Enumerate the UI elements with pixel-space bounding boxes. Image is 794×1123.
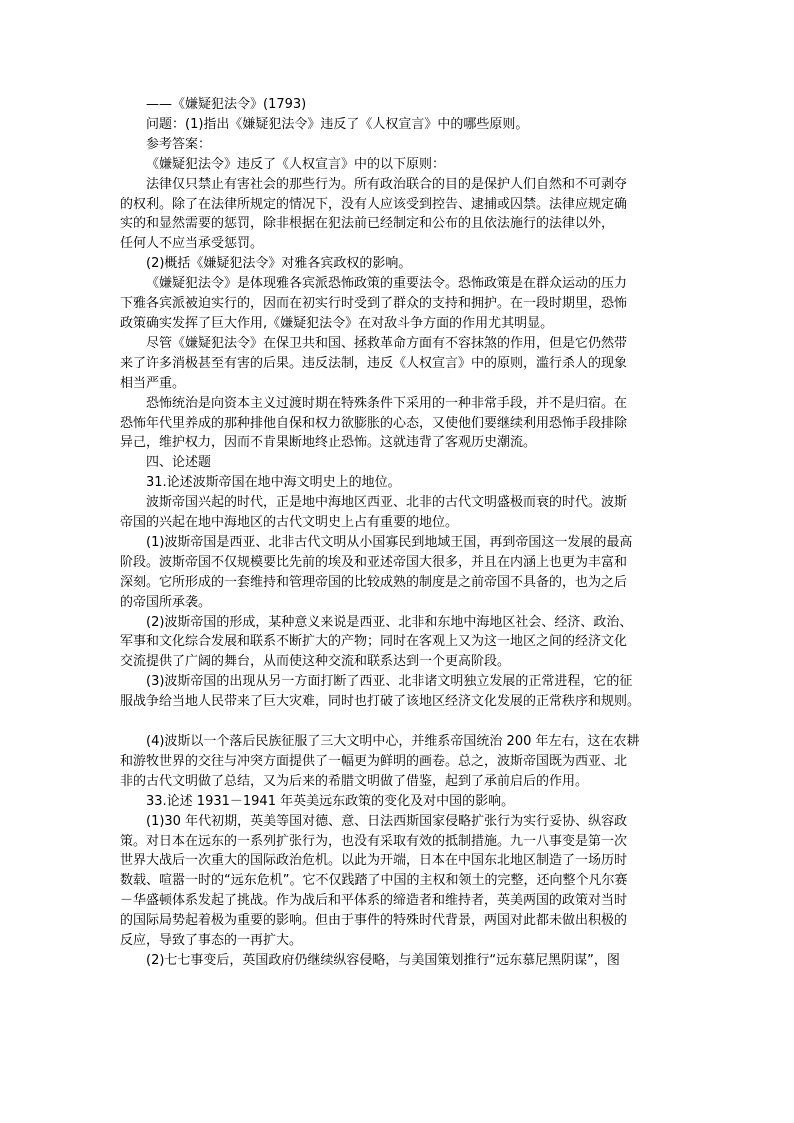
document-page [120, 95, 676, 971]
text-line: 法律仅只禁止有害社会的那些行为。所有政治联合的目的是保护人们自然和不可剥夺 [146, 176, 628, 192]
text-line: 相当严重。 [120, 375, 186, 391]
text-line: 和游牧世界的交往与冲突方面提供了一幅更为鲜明的画卷。总之，波斯帝国既为西亚、北 [120, 753, 628, 769]
text-line: (2)概括《嫌疑犯法令》对雅各宾政权的影响。 [146, 256, 412, 272]
text-line: (2)七七事变后，英国政府仍继续纵容侵略，与美国策划推行“远东慕尼黑阴谋”，图 [146, 952, 620, 968]
text-line: (2)波斯帝国的形成，某种意义来说是西亚、北非和东地中海地区社会、经济、政治、 [146, 614, 633, 630]
text-line: 33.论述 1931－1941 年英美远东政策的变化及对中国的影响。 [146, 793, 515, 809]
text-line: 深刻。它所形成的一套维持和管理帝国的比较成熟的制度是之前帝国不具备的，也为之后 [120, 574, 628, 590]
text-line: 31.论述波斯帝国在地中海文明史上的地位。 [146, 475, 401, 491]
text-line: 非的古代文明做了总结，又为后来的希腊文明做了借鉴，起到了承前启后的作用。 [120, 773, 589, 789]
text-line: 任何人不应当承受惩罚。 [120, 236, 264, 252]
text-line: 策。对日本在远东的一系列扩张行为，也没有采取有效的抵制措施。九一八事变是第一次 [120, 833, 628, 849]
text-line: 阶段。波斯帝国不仅规模要比先前的埃及和亚述帝国大很多，并且在内涵上也更为丰富和 [120, 554, 628, 570]
text-line: 的国际局势起着极为重要的影响。但由于事件的特殊时代背景，两国对此都未做出积极的 [120, 913, 628, 929]
text-line: 恐怖统治是向资本主义过渡时期在特殊条件下采用的一种非常手段，并不是归宿。在 [146, 395, 628, 411]
text-line: ——《嫌疑犯法令》(1793) [146, 97, 307, 112]
blank-line [120, 712, 676, 732]
text-line: (1)波斯帝国是西亚、北非古代文明从小国寡民到地域王国，再到帝国这一发展的最高 [146, 534, 633, 550]
text-line: 帝国的兴起在地中海地区的古代文明史上占有重要的地位。 [120, 515, 459, 531]
text-line: 波斯帝国兴起的时代，正是地中海地区西亚、北非的古代文明盛极而衰的时代。波斯 [146, 495, 628, 511]
text-line: 尽管《嫌疑犯法令》在保卫共和国、拯救革命方面有不容抹煞的作用，但是它仍然带 [146, 335, 628, 351]
document-body [120, 95, 676, 971]
text-line: 恐怖年代里养成的那种排他自保和权力欲膨胀的心态，又使他们要继续利用恐怖手段排除 [120, 415, 628, 431]
text-line: 异己，维护权力，因而不肯果断地终止恐怖。这就违背了客观历史潮流。 [120, 435, 537, 451]
text-line: 来了许多消极甚至有害的后果。违反法制，违反《人权宣言》中的原则，滥行杀人的现象 [120, 355, 628, 371]
text-line: (1)30 年代初期，英美等国对德、意、日法西斯国家侵略扩张行为实行妥协、纵容政 [146, 813, 628, 829]
text-line: 服战争给当地人民带来了巨大灾难，同时也打破了该地区经济文化发展的正常秩序和规则。 [120, 694, 641, 710]
text-line: 《嫌疑犯法令》是体现雅各宾派恐怖政策的重要法令。恐怖政策是在群众运动的压力 [146, 276, 628, 292]
text-line: 军事和文化综合发展和联系不断扩大的产物；同时在客观上又为这一地区之间的经济文化 [120, 634, 628, 650]
text-line: (3)波斯帝国的出现从另一方面打断了西亚、北非诸文明独立发展的正常进程，它的征 [146, 674, 633, 690]
text-line: －华盛顿体系发起了挑战。作为战后和平体系的缔造者和维持者，英美两国的政策对当时 [120, 893, 628, 909]
text-line: 参考答案： [146, 136, 212, 152]
text-line: 反应，导致了事态的一再扩大。 [120, 933, 303, 949]
text-line: 四、论述题 [146, 455, 212, 471]
text-line: 下雅各宾派被迫实行的，因而在初实行时受到了群众的支持和拥护。在一段时期里，恐怖 [120, 296, 628, 312]
text-line: 《嫌疑犯法令》违反了《人权宣言》中的以下原则： [146, 156, 446, 172]
text-line: 政策确实发挥了巨大作用,《嫌疑犯法令》在对敌斗争方面的作用尤其明显。 [120, 315, 554, 331]
text-line: 实的和显然需要的惩罚，除非根据在犯法前已经制定和公布的且依法施行的法律以外， [120, 216, 615, 232]
text-line: 数载、喧嚣一时的“远东危机”。它不仅践踏了中国的主权和领土的完整，还向整个凡尔赛 [120, 873, 628, 889]
text-line: 的帝国所承袭。 [120, 594, 212, 610]
text-line: 的权利。除了在法律所规定的情况下，没有人应该受到控告、逮捕或囚禁。法律应规定确 [120, 196, 628, 212]
text-line: 问题：(1)指出《嫌疑犯法令》违反了《人权宣言》中的哪些原则。 [146, 116, 529, 132]
text-line: 世界大战后一次重大的国际政治危机。以此为开端，日本在中国东北地区制造了一场历时 [120, 853, 628, 869]
text-line: (4)波斯以一个落后民族征服了三大文明中心，并维系帝国统治 200 年左右，这在农耕 [146, 734, 640, 749]
text-line: 交流提供了广阔的舞台，从而使这种交流和联系达到一个更高阶段。 [120, 654, 511, 670]
